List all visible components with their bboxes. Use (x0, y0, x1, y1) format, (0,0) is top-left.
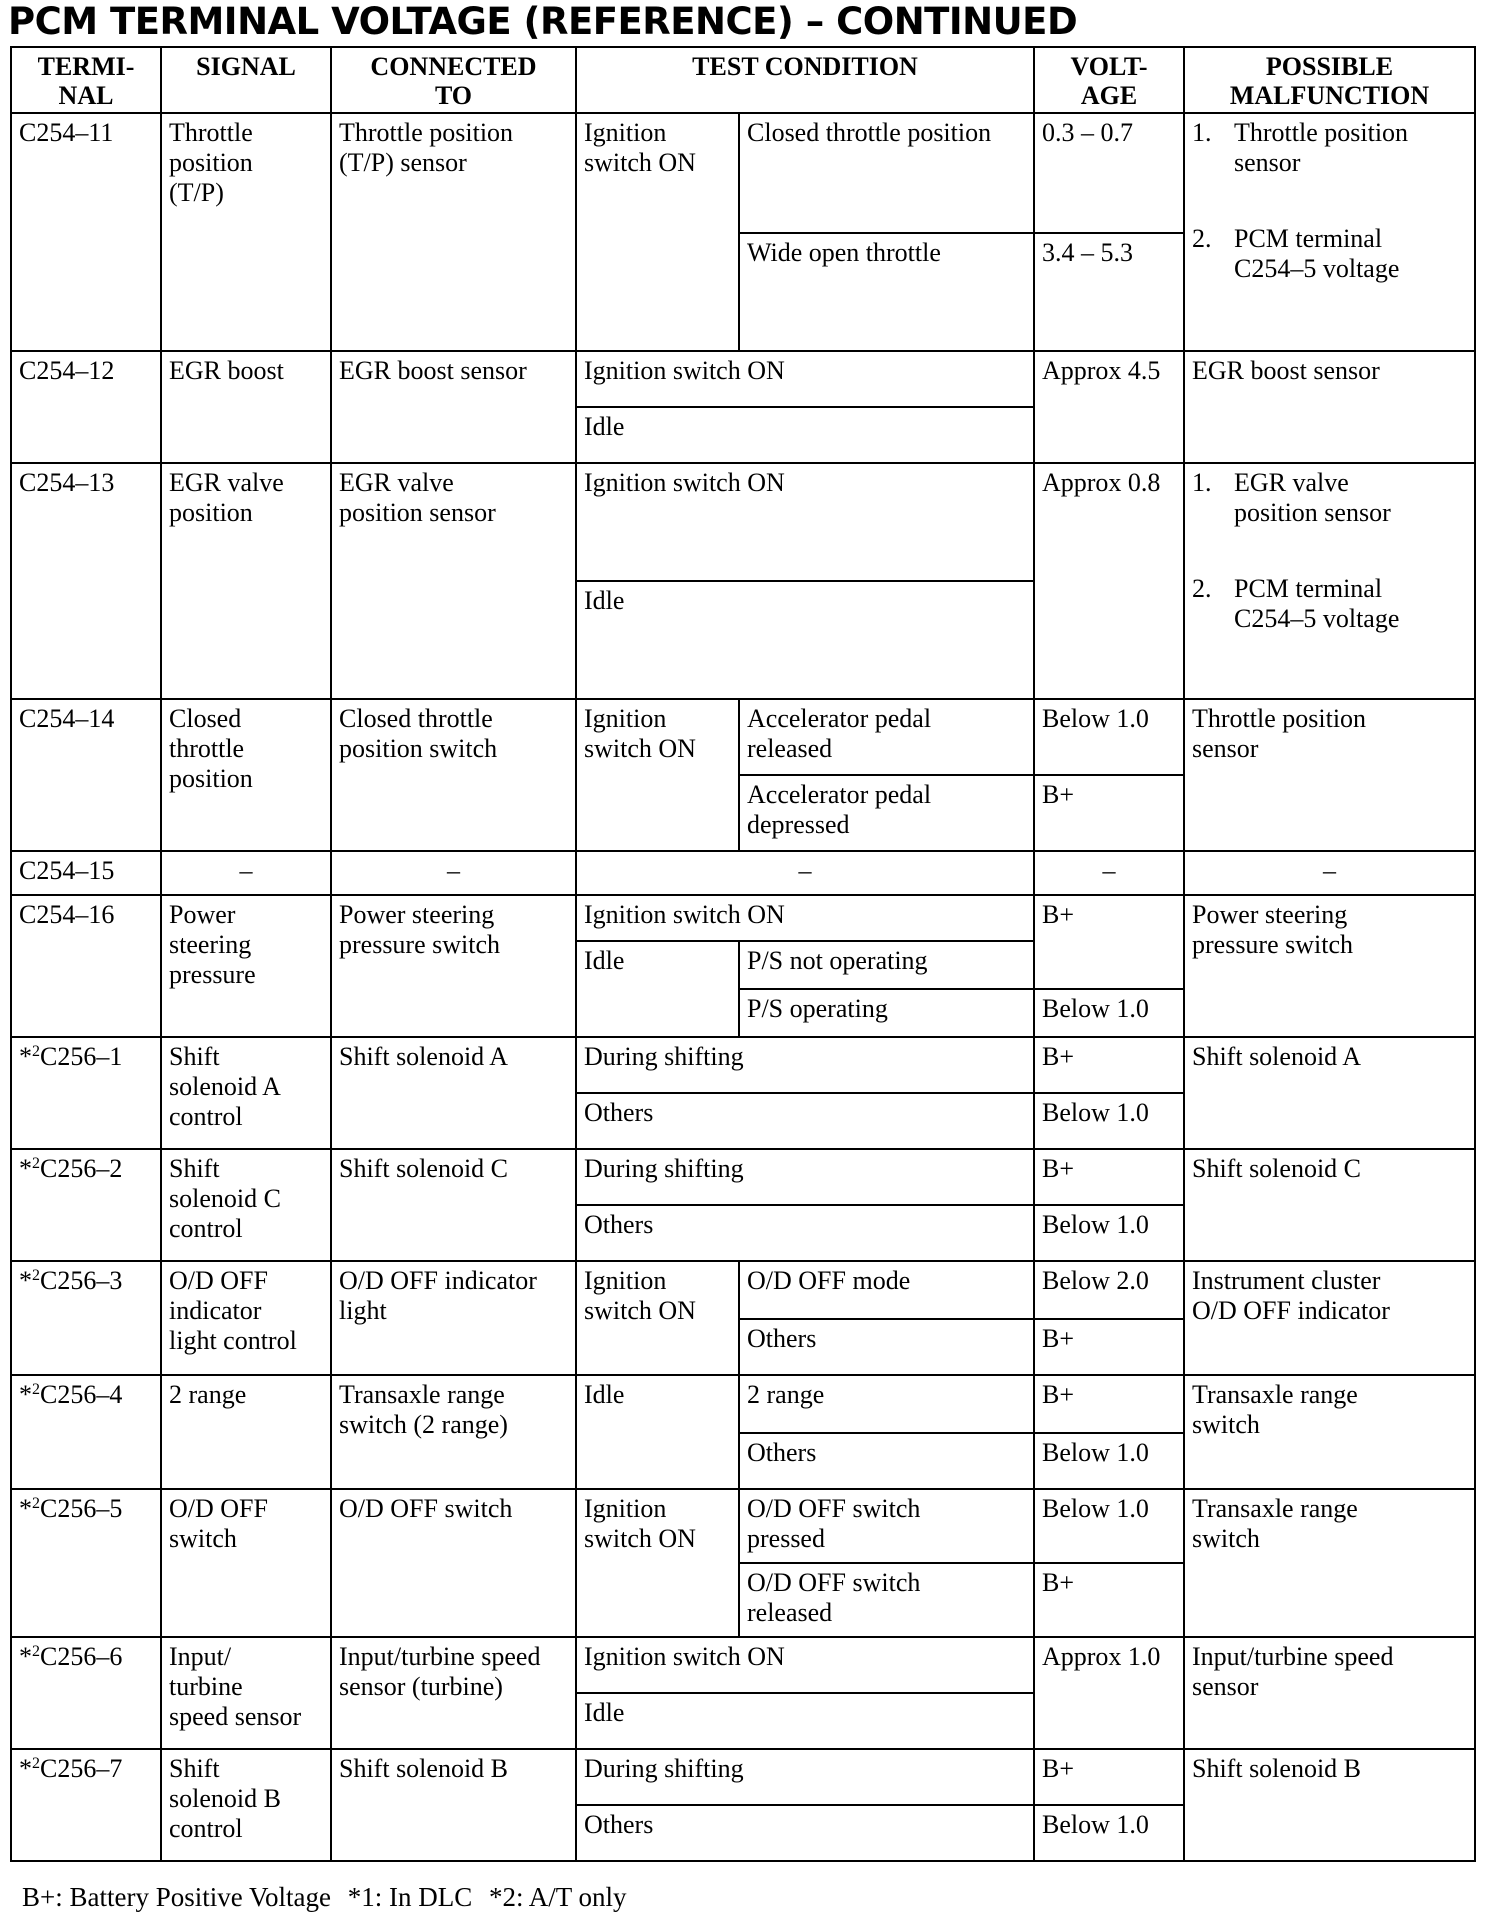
connected-cell: Shift solenoid A (331, 1037, 576, 1149)
table-row (11, 1037, 1475, 1093)
table-row (11, 463, 1475, 581)
condition-cell: Ignition switch ON (576, 699, 739, 851)
legend-bplus: B+: Battery Positive Voltage (22, 1882, 331, 1912)
condition-cell: Others (576, 1205, 1034, 1261)
voltage-cell: B+ (1034, 1037, 1184, 1093)
malfunction-cell: Shift solenoid B (1184, 1749, 1475, 1861)
header-possible-malfunction: POSSIBLE MALFUNCTION (1184, 47, 1475, 113)
connected-cell: EGR boost sensor (331, 351, 576, 463)
header-connected-to: CONNECTED TO (331, 47, 576, 113)
legend-note-1: *1: In DLC (347, 1882, 473, 1912)
terminal-cell (11, 1149, 161, 1261)
voltage-cell: Below 2.0 (1034, 1261, 1184, 1319)
malfunction-cell: EGR boost sensor (1184, 351, 1475, 463)
sub-condition-cell: Closed throttle position (739, 113, 1034, 233)
condition-cell: Ignition switch ON (576, 895, 1034, 941)
connected-cell: O/D OFF indicator light (331, 1261, 576, 1375)
voltage-cell: – (1034, 851, 1184, 895)
condition-cell: Idle (576, 941, 739, 1037)
condition-cell: During shifting (576, 1149, 1034, 1205)
voltage-cell: B+ (1034, 895, 1184, 989)
terminal-label: C256–2 (40, 1154, 123, 1183)
page-title: PCM TERMINAL VOLTAGE (REFERENCE) – CONTINUED (8, 0, 1078, 43)
footnote-marker: * (19, 1154, 32, 1183)
malfunction-cell (1184, 463, 1475, 699)
malfunction-cell: Throttle position sensor (1184, 699, 1475, 851)
terminal-cell: C254–15 (11, 851, 161, 895)
condition-cell: Others (576, 1093, 1034, 1149)
voltage-cell: Below 1.0 (1034, 1205, 1184, 1261)
terminal-label: C256–4 (40, 1380, 123, 1409)
list-number: 1. (1192, 118, 1212, 147)
malfunction-cell: Instrument cluster O/D OFF indicator (1184, 1261, 1475, 1375)
footnote-number: 2 (32, 1043, 40, 1060)
condition-cell: Others (576, 1805, 1034, 1861)
malfunction-cell: – (1184, 851, 1475, 895)
footnote-number: 2 (32, 1155, 40, 1172)
voltage-cell: Below 1.0 (1034, 1805, 1184, 1861)
header-voltage: VOLT- AGE (1034, 47, 1184, 113)
signal-cell: EGR valve position (161, 463, 331, 699)
terminal-cell (11, 1037, 161, 1149)
voltage-cell: Approx 4.5 (1034, 351, 1184, 463)
terminal-label: C256–6 (40, 1642, 123, 1671)
footnote-number: 2 (32, 1267, 40, 1284)
malfunction-item: PCM terminal C254–5 voltage (1234, 574, 1400, 633)
signal-cell: – (161, 851, 331, 895)
footnote-marker: * (19, 1380, 32, 1409)
condition-cell: Ignition switch ON (576, 113, 739, 351)
list-number: 1. (1192, 468, 1212, 497)
table-row (11, 895, 1475, 941)
terminal-cell: C254–14 (11, 699, 161, 851)
table-row (11, 113, 1475, 233)
header-signal: SIGNAL (161, 47, 331, 113)
connected-cell: Power steering pressure switch (331, 895, 576, 1037)
voltage-cell: Below 1.0 (1034, 1093, 1184, 1149)
malfunction-item: PCM terminal C254–5 voltage (1234, 224, 1400, 283)
sub-condition-cell: O/D OFF switch pressed (739, 1489, 1034, 1563)
list-number: 2. (1192, 574, 1212, 603)
footnote-marker: * (19, 1494, 32, 1523)
voltage-cell: B+ (1034, 1563, 1184, 1637)
terminal-cell: C254–11 (11, 113, 161, 351)
table-row (11, 1489, 1475, 1563)
signal-cell: Shift solenoid A control (161, 1037, 331, 1149)
condition-cell: Ignition switch ON (576, 1489, 739, 1637)
voltage-cell: Below 1.0 (1034, 1489, 1184, 1563)
sub-condition-cell: 2 range (739, 1375, 1034, 1433)
sub-condition-cell: O/D OFF mode (739, 1261, 1034, 1319)
malfunction-cell: Power steering pressure switch (1184, 895, 1475, 1037)
terminal-label: C256–5 (40, 1494, 123, 1523)
table-row (11, 699, 1475, 775)
condition-cell: Idle (576, 1375, 739, 1489)
signal-cell: Shift solenoid B control (161, 1749, 331, 1861)
condition-cell: Idle (576, 581, 1034, 699)
legend (22, 1882, 637, 1913)
terminal-voltage-table (10, 46, 1476, 1862)
table-row (11, 851, 1475, 895)
table-row (11, 1375, 1475, 1433)
condition-cell: Ignition switch ON (576, 1261, 739, 1375)
connected-cell: Throttle position (T/P) sensor (331, 113, 576, 351)
signal-cell: EGR boost (161, 351, 331, 463)
terminal-cell: C254–16 (11, 895, 161, 1037)
voltage-cell: Approx 0.8 (1034, 463, 1184, 699)
condition-cell: Idle (576, 407, 1034, 463)
header-row (11, 47, 1475, 113)
terminal-cell: C254–12 (11, 351, 161, 463)
footnote-number: 2 (32, 1381, 40, 1398)
malfunction-cell (1184, 113, 1475, 351)
table-row (11, 351, 1475, 407)
voltage-cell: 3.4 – 5.3 (1034, 233, 1184, 351)
header-test-condition: TEST CONDITION (576, 47, 1034, 113)
signal-cell: Closed throttle position (161, 699, 331, 851)
terminal-cell (11, 1489, 161, 1637)
malfunction-cell: Transaxle range switch (1184, 1375, 1475, 1489)
signal-cell: O/D OFF switch (161, 1489, 331, 1637)
terminal-label: C256–1 (40, 1042, 123, 1071)
sub-condition-cell: P/S operating (739, 989, 1034, 1037)
terminal-label: C256–7 (40, 1754, 123, 1783)
connected-cell: Shift solenoid B (331, 1749, 576, 1861)
voltage-cell: B+ (1034, 1375, 1184, 1433)
voltage-cell: 0.3 – 0.7 (1034, 113, 1184, 233)
sub-condition-cell: O/D OFF switch released (739, 1563, 1034, 1637)
terminal-cell (11, 1375, 161, 1489)
connected-cell: Input/turbine speed sensor (turbine) (331, 1637, 576, 1749)
voltage-cell: Below 1.0 (1034, 989, 1184, 1037)
voltage-cell: Approx 1.0 (1034, 1637, 1184, 1749)
footnote-number: 2 (32, 1755, 40, 1772)
malfunction-item: EGR valve position sensor (1234, 468, 1391, 527)
voltage-cell: Below 1.0 (1034, 699, 1184, 775)
condition-cell: During shifting (576, 1037, 1034, 1093)
connected-cell: Shift solenoid C (331, 1149, 576, 1261)
connected-cell: Closed throttle position switch (331, 699, 576, 851)
header-terminal: TERMI- NAL (11, 47, 161, 113)
condition-cell: During shifting (576, 1749, 1034, 1805)
sub-condition-cell: Accelerator pedal depressed (739, 775, 1034, 851)
footnote-marker: * (19, 1042, 32, 1071)
terminal-cell (11, 1261, 161, 1375)
voltage-cell: B+ (1034, 1749, 1184, 1805)
malfunction-item: Throttle position sensor (1234, 118, 1409, 177)
connected-cell: Transaxle range switch (2 range) (331, 1375, 576, 1489)
condition-cell: Idle (576, 1693, 1034, 1749)
terminal-label: C256–3 (40, 1266, 123, 1295)
signal-cell: Input/ turbine speed sensor (161, 1637, 331, 1749)
table-row (11, 1637, 1475, 1693)
legend-note-2: *2: A/T only (488, 1882, 627, 1912)
terminal-cell (11, 1749, 161, 1861)
sub-condition-cell: Wide open throttle (739, 233, 1034, 351)
connected-cell: – (331, 851, 576, 895)
malfunction-cell: Shift solenoid C (1184, 1149, 1475, 1261)
condition-cell: – (576, 851, 1034, 895)
signal-cell: 2 range (161, 1375, 331, 1489)
footnote-marker: * (19, 1754, 32, 1783)
terminal-cell (11, 1637, 161, 1749)
sub-condition-cell: Others (739, 1319, 1034, 1375)
footnote-number: 2 (32, 1643, 40, 1660)
connected-cell: EGR valve position sensor (331, 463, 576, 699)
malfunction-cell: Shift solenoid A (1184, 1037, 1475, 1149)
terminal-cell: C254–13 (11, 463, 161, 699)
footnote-number: 2 (32, 1495, 40, 1512)
footnote-marker: * (19, 1266, 32, 1295)
voltage-cell: Below 1.0 (1034, 1433, 1184, 1489)
condition-cell: Ignition switch ON (576, 1637, 1034, 1693)
malfunction-cell: Input/turbine speed sensor (1184, 1637, 1475, 1749)
voltage-cell: B+ (1034, 775, 1184, 851)
sub-condition-cell: Accelerator pedal released (739, 699, 1034, 775)
sub-condition-cell: P/S not operating (739, 941, 1034, 989)
signal-cell: Throttle position (T/P) (161, 113, 331, 351)
list-number: 2. (1192, 224, 1212, 253)
footnote-marker: * (19, 1642, 32, 1671)
signal-cell: Power steering pressure (161, 895, 331, 1037)
voltage-cell: B+ (1034, 1319, 1184, 1375)
condition-cell: Ignition switch ON (576, 351, 1034, 407)
signal-cell: Shift solenoid C control (161, 1149, 331, 1261)
sub-condition-cell: Others (739, 1433, 1034, 1489)
table-row (11, 1749, 1475, 1805)
voltage-cell: B+ (1034, 1149, 1184, 1205)
malfunction-cell: Transaxle range switch (1184, 1489, 1475, 1637)
connected-cell: O/D OFF switch (331, 1489, 576, 1637)
table-row (11, 1261, 1475, 1319)
condition-cell: Ignition switch ON (576, 463, 1034, 581)
signal-cell: O/D OFF indicator light control (161, 1261, 331, 1375)
table-row (11, 1149, 1475, 1205)
